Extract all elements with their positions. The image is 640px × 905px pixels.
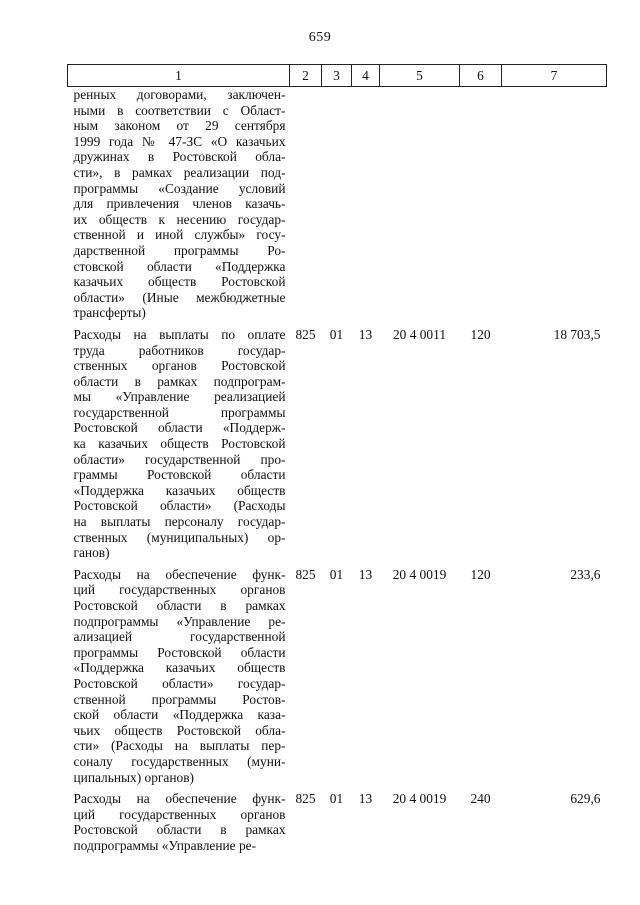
description-line: подпрограммы «Управление ре- <box>73 613 286 629</box>
description-line: ными в соответствии с Област- <box>73 102 286 118</box>
description-line: ственных (муниципальных) ор- <box>73 529 286 545</box>
cell-section: 01 <box>329 566 344 582</box>
cell-expense-type <box>460 87 502 321</box>
description-line: чьих обществ Ростовской обла- <box>73 722 286 738</box>
cell-target-article: 20 4 0019 <box>392 791 447 807</box>
description-line: «Поддержка казачьих обществ <box>73 660 286 676</box>
description-line: стовской области «Поддержка <box>73 258 286 274</box>
column-header-7: 7 <box>502 65 607 87</box>
cell-ministry-code: 825 <box>295 566 316 582</box>
description-line: для привлечения членов казачь- <box>73 196 286 212</box>
description-line: программы Ростовской области <box>73 644 286 660</box>
description-line: соналу государственных (муни- <box>73 753 286 769</box>
description-line: труда работников государ- <box>73 342 286 358</box>
column-header-6: 6 <box>460 65 502 87</box>
description-line: области» государственной про- <box>73 451 286 467</box>
cell-amount: 18 703,5 <box>553 326 601 342</box>
description-line: ганов) <box>73 545 110 561</box>
column-header-5: 5 <box>380 65 460 87</box>
description-line: области» (Иные межбюджетные <box>73 289 286 305</box>
table-header-row <box>68 65 607 87</box>
description-line: Ростовской области» государ- <box>73 675 286 691</box>
cell-subsection: 13 <box>358 566 373 582</box>
column-header-2: 2 <box>290 65 322 87</box>
cell-section <box>322 87 352 321</box>
description-line: сти» (Расходы на выплаты пер- <box>73 738 286 754</box>
table-row <box>68 561 607 785</box>
row-description <box>68 785 290 853</box>
page-number: 659 <box>308 30 332 45</box>
cell-subsection: 13 <box>358 791 373 807</box>
table-row <box>68 785 607 853</box>
table-row <box>68 321 607 561</box>
description-line: казачьих обществ Ростовской <box>73 274 286 290</box>
cell-target-article <box>380 87 460 321</box>
description-line: ципальных) органов) <box>73 769 194 785</box>
description-line: Ростовской области «Поддерж- <box>73 420 286 436</box>
description-line: ской области «Поддержка каза- <box>73 707 286 723</box>
cell-expense-type: 120 <box>470 326 491 342</box>
description-line: Расходы на обеспечение функ- <box>73 566 286 582</box>
cell-subsection: 13 <box>358 326 373 342</box>
description-line: ственных органов Ростовской <box>73 358 286 374</box>
table-row <box>68 87 607 321</box>
cell-section: 01 <box>329 791 344 807</box>
description-line: граммы Ростовской области <box>73 467 286 483</box>
column-header-4: 4 <box>352 65 380 87</box>
description-line: ций государственных органов <box>73 806 286 822</box>
row-description <box>68 87 290 321</box>
description-line: ций государственных органов <box>73 582 286 598</box>
description-line: на выплаты персоналу государ- <box>73 514 286 530</box>
budget-table <box>67 64 607 854</box>
description-line: Ростовской области в рамках <box>73 822 286 838</box>
cell-amount <box>502 87 607 321</box>
description-line: подпрограммы «Управление ре- <box>73 837 257 853</box>
description-line: «Поддержка казачьих обществ <box>73 482 286 498</box>
row-description <box>68 561 290 785</box>
description-line: мы «Управление реализацией <box>73 389 286 405</box>
description-line: ственной программы Ростов- <box>73 691 286 707</box>
column-header-1: 1 <box>68 65 290 87</box>
description-line: дарственной программы Ро- <box>73 242 286 258</box>
description-line: ка казачьих обществ Ростовской <box>73 436 286 452</box>
description-line: Расходы на выплаты по оплате <box>73 326 286 342</box>
description-line: программы «Создание условий <box>73 180 286 196</box>
description-line: Расходы на обеспечение функ- <box>73 791 286 807</box>
description-line: области в рамках подпрограм- <box>73 373 286 389</box>
cell-expense-type: 120 <box>470 566 491 582</box>
cell-target-article: 20 4 0019 <box>392 566 447 582</box>
description-line: государственной программы <box>73 404 286 420</box>
cell-subsection <box>352 87 380 321</box>
cell-ministry-code: 825 <box>295 326 316 342</box>
cell-target-article: 20 4 0011 <box>392 326 447 342</box>
column-header-3: 3 <box>322 65 352 87</box>
description-line: Ростовской области в рамках <box>73 598 286 613</box>
description-line: ственной и иной службы» госу- <box>73 227 286 243</box>
cell-amount: 233,6 <box>570 566 601 582</box>
description-line: ализацией государственной <box>73 629 286 645</box>
description-line: сти», в рамках реализации под- <box>73 164 286 180</box>
cell-section: 01 <box>329 326 344 342</box>
cell-expense-type: 240 <box>470 791 491 807</box>
table-body <box>68 87 607 854</box>
description-line: ным законом от 29 сентября <box>73 118 286 134</box>
row-description <box>68 321 290 561</box>
cell-ministry-code: 825 <box>295 791 316 807</box>
description-line: их обществ к несению государ- <box>73 211 286 227</box>
cell-amount: 629,6 <box>570 791 601 807</box>
description-line: трансферты) <box>73 305 146 321</box>
description-line: Ростовской области» (Расходы <box>73 498 286 514</box>
cell-ministry-code <box>290 87 322 321</box>
description-line: дружинах в Ростовской обла- <box>73 149 286 165</box>
description-line: 1999 года № 47-ЗС «О казачьих <box>73 133 286 149</box>
description-line: ренных договорами, заключен- <box>73 87 286 102</box>
